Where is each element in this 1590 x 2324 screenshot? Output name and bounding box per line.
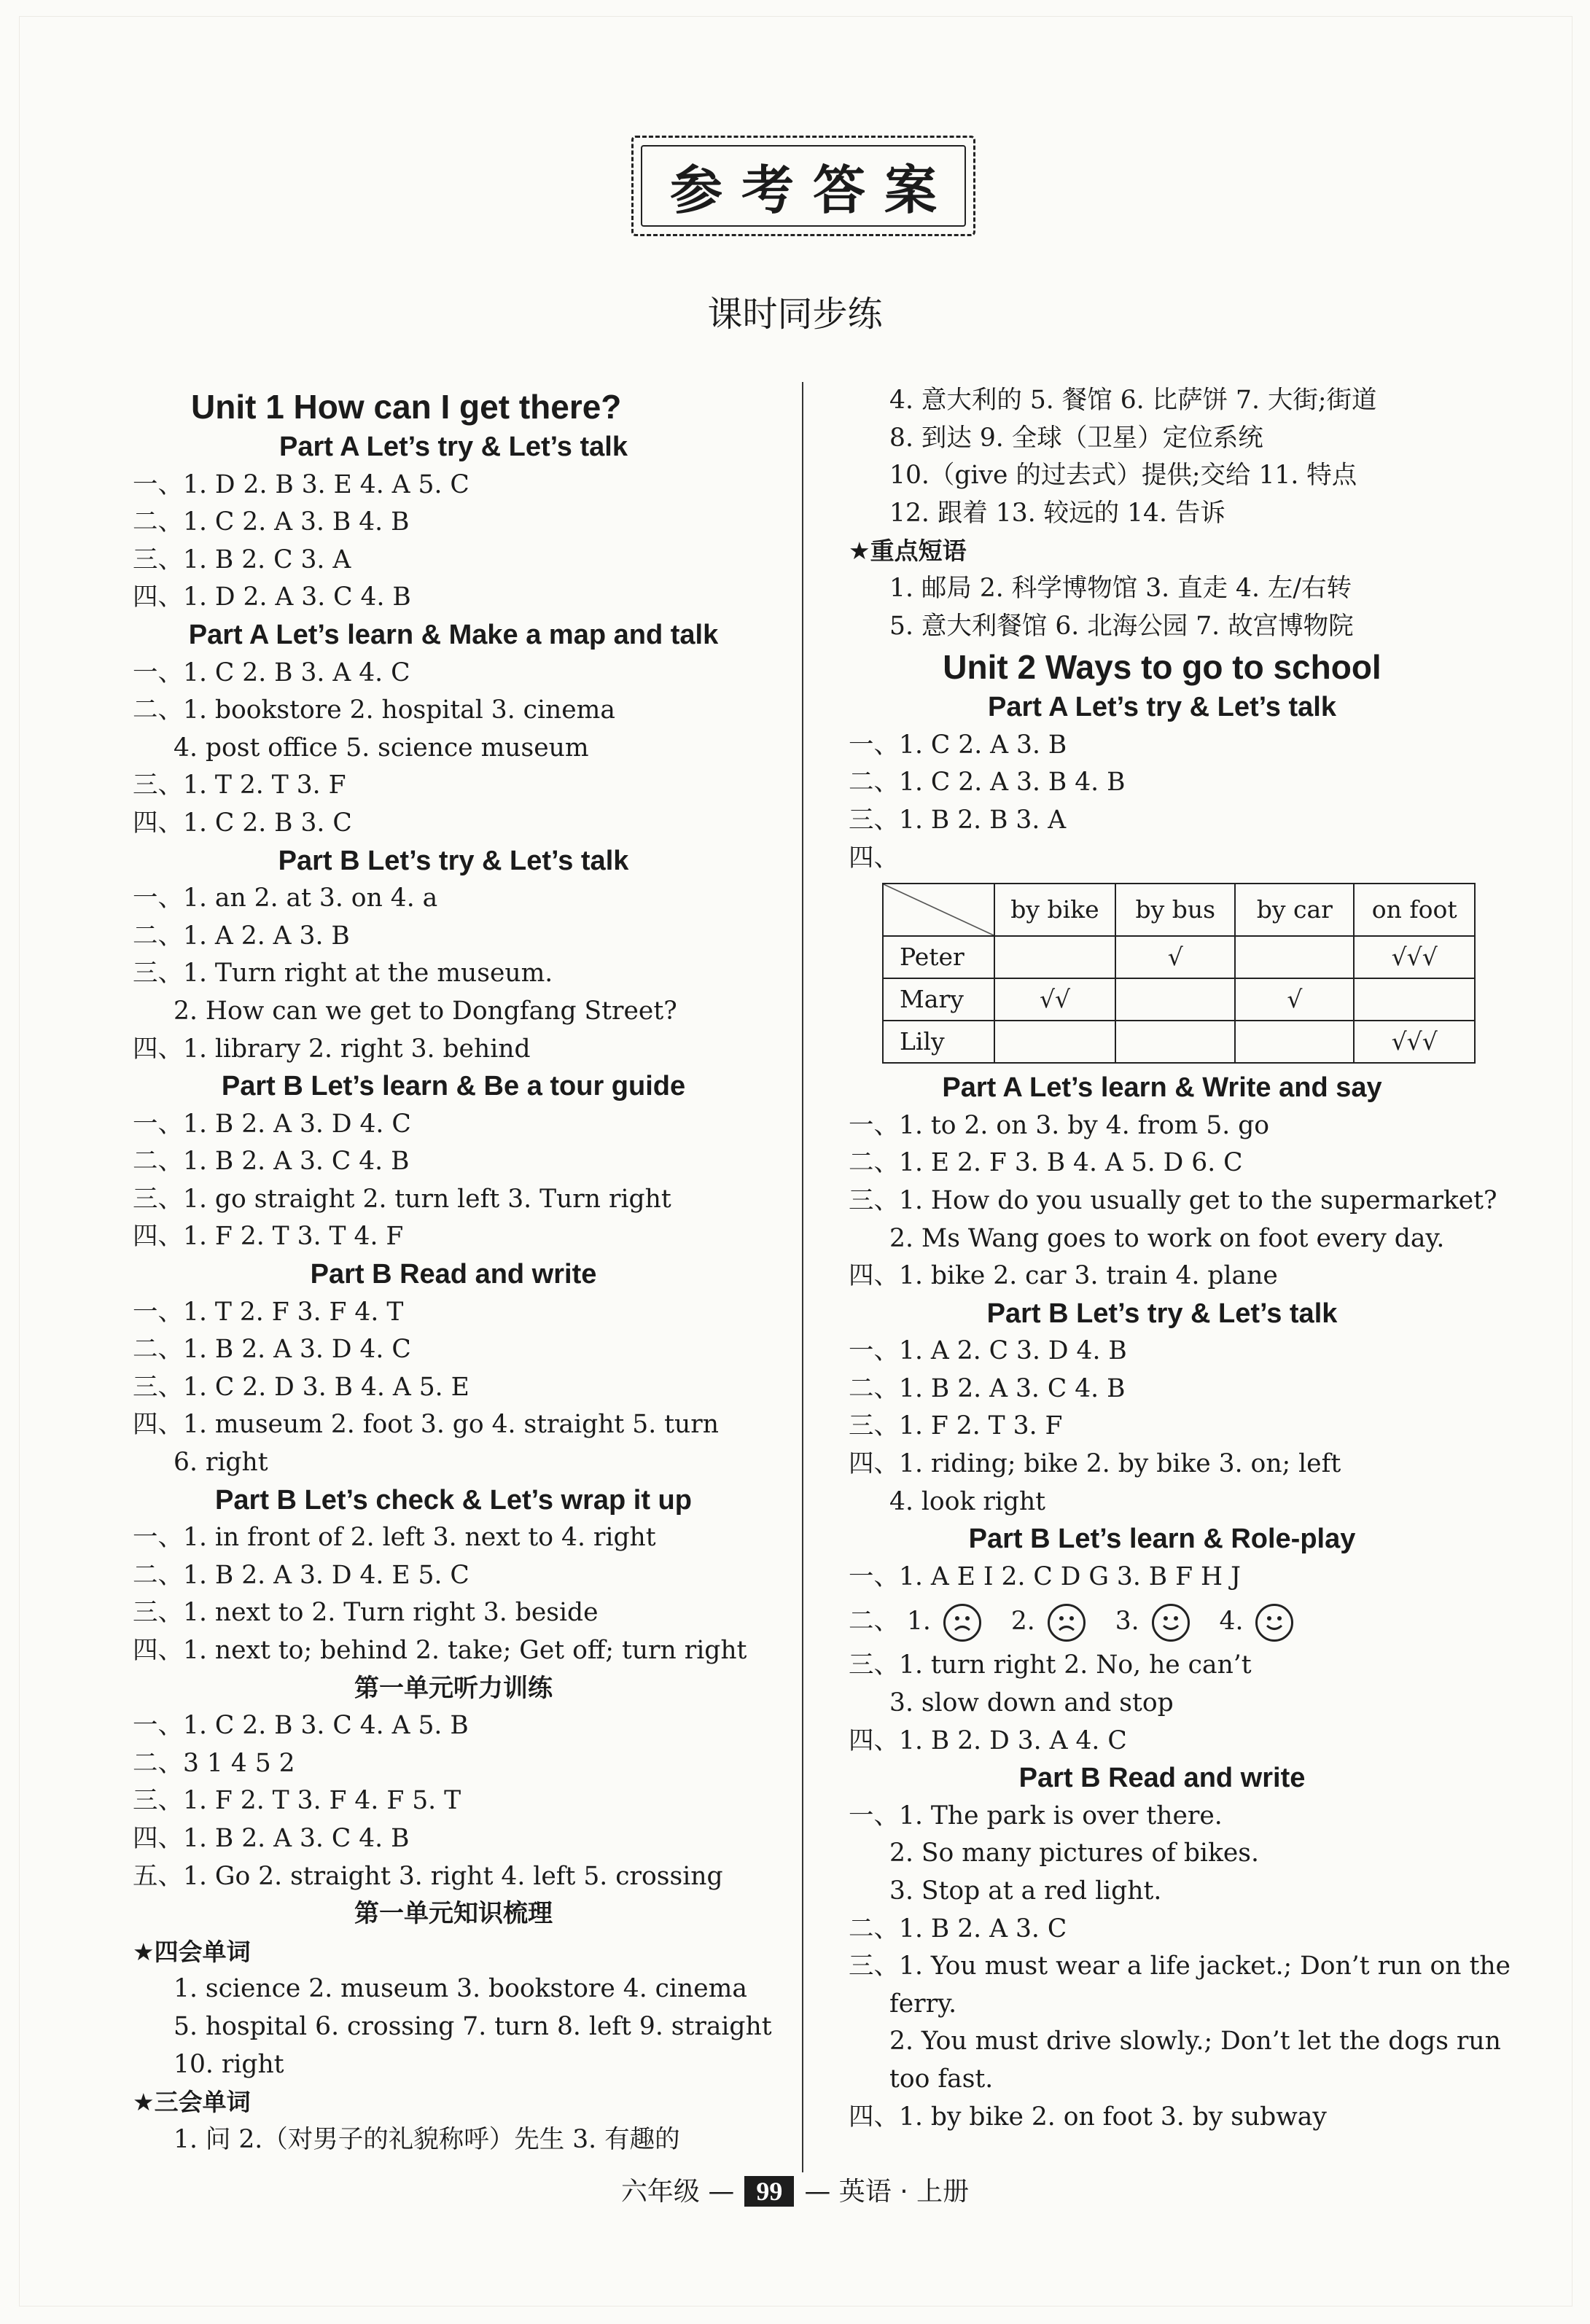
table-corner <box>883 884 994 936</box>
answer-line: 10.（give 的过去式）提供;交给 11. 特点 <box>889 461 1357 491</box>
part-heading: Part B Read and write <box>1018 1763 1306 1794</box>
answer-line: 五、1. Go 2. straight 3. right 4. left 5. crossing <box>133 1861 723 1891</box>
table-cell <box>1115 1021 1235 1063</box>
answer-line: 一、1. in front of 2. left 3. next to 4. right <box>133 1523 656 1553</box>
column-divider <box>802 382 803 2172</box>
answer-line: 一、1. A E I 2. C D G 3. B F H J <box>849 1561 1241 1591</box>
answer-line: 2. How can we get to Dongfang Street? <box>174 996 677 1026</box>
answer-line: 四、1. C 2. B 3. C <box>133 808 352 838</box>
answer-line: ferry. <box>889 1989 957 2019</box>
face-num: 2. <box>1010 1607 1035 1637</box>
answer-line: 一、1. T 2. F 3. F 4. T <box>133 1297 404 1327</box>
answer-line: 4. post office 5. science museum <box>174 733 589 763</box>
answer-line: 三、1. You must wear a life jacket.; Don’t run on the <box>849 1951 1511 1981</box>
unit-title: Unit 2 Ways to go to school <box>943 648 1381 687</box>
page-number: 99 <box>744 2176 794 2207</box>
answer-line: 三、1. F 2. T 3. F 4. F 5. T <box>133 1786 461 1816</box>
answer-line: 4. look right <box>889 1486 1046 1516</box>
table-cell: √√ <box>994 978 1115 1021</box>
answer-line: 四、1. F 2. T 3. T 4. F <box>133 1222 404 1252</box>
answer-line: 一、1. an 2. at 3. on 4. a <box>133 884 438 913</box>
answer-line: 四、1. B 2. A 3. C 4. B <box>133 1823 410 1853</box>
answer-line: 一、1. C 2. B 3. C 4. A 5. B <box>133 1711 469 1741</box>
section-heading: 第一单元知识梳理 <box>354 1899 553 1929</box>
footer-subject: 英语 · 上册 <box>838 2177 970 2207</box>
answer-line: 三、1. next to 2. Turn right 3. beside <box>133 1598 599 1628</box>
table-cell: √√√ <box>1354 936 1475 978</box>
answer-line: 四、1. D 2. A 3. C 4. B <box>133 582 411 612</box>
transport-table <box>882 883 1476 1064</box>
face-num: 3. <box>1115 1607 1139 1637</box>
answer-line: 四、1. riding; bike 2. by bike 3. on; left <box>849 1449 1341 1479</box>
vocab-heading: ★四会单词 <box>133 1937 251 1966</box>
answer-line: 2. So many pictures of bikes. <box>889 1838 1259 1868</box>
answer-line: 3. Stop at a red light. <box>889 1876 1162 1906</box>
answer-line: 8. 到达 9. 全球（卫星）定位系统 <box>889 423 1263 453</box>
footer-dash: — <box>804 2177 831 2207</box>
answer-line: 四、 <box>849 843 899 873</box>
vocab-heading: ★三会单词 <box>133 2088 251 2117</box>
table-cell: √ <box>1235 978 1354 1021</box>
part-heading: Part A Let’s learn & Make a map and talk <box>188 619 719 650</box>
left-column <box>133 385 774 2159</box>
table-cell <box>994 936 1115 978</box>
answer-line: 二、1. C 2. A 3. B 4. B <box>133 507 410 537</box>
answer-line: 二、1. B 2. A 3. D 4. E 5. C <box>133 1560 469 1590</box>
table-row-name: Mary <box>883 978 994 1021</box>
answer-line: 一、1. The park is over there. <box>849 1801 1223 1830</box>
page-footer <box>0 2171 1590 2208</box>
page-subtitle: 课时同步练 <box>707 294 883 335</box>
table-row-name: Peter <box>883 936 994 978</box>
part-heading: Part B Let’s try & Let’s talk <box>986 1298 1338 1329</box>
answer-line: 一、1. A 2. C 3. D 4. B <box>849 1336 1127 1366</box>
section-heading: 第一单元听力训练 <box>354 1673 553 1703</box>
answer-line: 一、1. D 2. B 3. E 4. A 5. C <box>133 469 469 499</box>
answer-line: 4. 意大利的 5. 餐馆 6. 比萨饼 7. 大街;街道 <box>889 386 1377 415</box>
answer-line: 三、1. Turn right at the museum. <box>133 959 553 989</box>
happy-face-icon <box>1255 1604 1293 1642</box>
answer-line: 5. 意大利餐馆 6. 北海公园 7. 故宫博物院 <box>889 611 1354 641</box>
answer-line: 1. 邮局 2. 科学博物馆 3. 直走 4. 左/右转 <box>889 573 1352 603</box>
answer-line: 1. science 2. museum 3. bookstore 4. cinema <box>174 1974 747 2004</box>
table-cell <box>1354 978 1475 1021</box>
table-cell: √ <box>1115 936 1235 978</box>
answer-line: 二、1. B 2. A 3. C 4. B <box>849 1373 1126 1403</box>
answer-line: 四、1. by bike 2. on foot 3. by subway <box>849 2102 1327 2132</box>
answer-line: 一、1. C 2. B 3. A 4. C <box>133 658 410 687</box>
answer-line: 三、1. F 2. T 3. F <box>849 1411 1063 1441</box>
sad-face-icon <box>1048 1604 1086 1642</box>
part-heading: Part B Let’s check & Let’s wrap it up <box>215 1484 692 1516</box>
vocab-heading: ★重点短语 <box>849 537 967 566</box>
part-heading: Part B Let’s learn & Role-play <box>968 1524 1356 1555</box>
face-num: 1. <box>906 1607 931 1637</box>
answer-line: 二、3 1 4 5 2 <box>133 1748 295 1778</box>
answer-line: 一、1. B 2. A 3. D 4. C <box>133 1109 411 1139</box>
answer-line: 三、1. C 2. D 3. B 4. A 5. E <box>133 1372 469 1402</box>
answer-line: 3. slow down and stop <box>889 1688 1174 1718</box>
answer-line: 四、1. library 2. right 3. behind <box>133 1034 531 1064</box>
faces-row <box>849 1596 1476 1647</box>
table-row <box>883 936 1475 978</box>
answer-line: 二、1. B 2. A 3. D 4. C <box>133 1335 411 1365</box>
answer-line: 6. right <box>174 1448 268 1478</box>
table-header: by bike <box>994 884 1115 936</box>
answer-line: 三、1. How do you usually get to the supermarket? <box>849 1185 1497 1215</box>
part-heading: Part B Let’s try & Let’s talk <box>278 845 629 876</box>
part-heading: Part A Let’s try & Let’s talk <box>279 432 628 462</box>
table-header-row <box>883 884 1475 936</box>
answer-line: 三、1. go straight 2. turn left 3. Turn right <box>133 1184 671 1214</box>
answer-line: 二、1. C 2. A 3. B 4. B <box>849 768 1126 798</box>
faces-prefix: 二、 <box>849 1607 899 1637</box>
table-header: by bus <box>1115 884 1235 936</box>
answer-line: 1. 问 2.（对男子的礼貌称呼）先生 3. 有趣的 <box>174 2124 680 2154</box>
title-box <box>631 136 975 236</box>
answer-line: 四、1. next to; behind 2. take; Get off; turn right <box>133 1636 747 1665</box>
answer-line: 三、1. T 2. T 3. F <box>133 771 346 800</box>
answer-line: 一、1. C 2. A 3. B <box>849 730 1067 760</box>
answer-line: too fast. <box>889 2064 994 2094</box>
answer-line: 10. right <box>174 2049 284 2079</box>
sad-face-icon <box>943 1604 981 1642</box>
part-heading: Part B Read and write <box>310 1259 597 1290</box>
answer-line: 四、1. bike 2. car 3. train 4. plane <box>849 1261 1278 1291</box>
answer-line: 二、1. B 2. A 3. C 4. B <box>133 1147 410 1177</box>
table-row <box>883 978 1475 1021</box>
table-cell <box>994 1021 1115 1063</box>
answer-line: 三、1. turn right 2. No, he can’t <box>849 1650 1252 1680</box>
table-cell <box>1235 1021 1354 1063</box>
right-column <box>849 382 1511 2136</box>
table-header: by car <box>1235 884 1354 936</box>
footer-dash: — <box>708 2177 735 2207</box>
page-title: 参考答案 <box>669 160 956 221</box>
table-cell: √√√ <box>1354 1021 1475 1063</box>
answer-line: 二、1. bookstore 2. hospital 3. cinema <box>133 695 615 725</box>
happy-face-icon <box>1152 1604 1190 1642</box>
answer-line: 三、1. B 2. C 3. A <box>133 545 351 574</box>
answer-line: 2. You must drive slowly.; Don’t let the dogs run <box>889 2027 1501 2056</box>
part-heading: Part A Let’s try & Let’s talk <box>988 692 1336 723</box>
answer-line: 四、1. museum 2. foot 3. go 4. straight 5. turn <box>133 1410 719 1440</box>
answer-line: 12. 跟着 13. 较远的 14. 告诉 <box>889 498 1225 528</box>
unit-title: Unit 1 How can I get there? <box>191 388 622 426</box>
table-cell <box>1115 978 1235 1021</box>
footer-grade: 六年级 <box>620 2177 700 2207</box>
answer-line: 5. hospital 6. crossing 7. turn 8. left 9. straight <box>174 2011 772 2041</box>
answer-line: 一、1. to 2. on 3. by 4. from 5. go <box>849 1110 1270 1140</box>
part-heading: Part B Let’s learn & Be a tour guide <box>221 1071 686 1102</box>
table-header: on foot <box>1354 884 1475 936</box>
answer-line: 四、1. B 2. D 3. A 4. C <box>849 1726 1127 1755</box>
table-row-name: Lily <box>883 1021 994 1063</box>
part-heading: Part A Let’s learn & Write and say <box>942 1072 1382 1104</box>
answer-line: 三、1. B 2. B 3. A <box>849 805 1067 835</box>
face-num: 4. <box>1219 1607 1244 1637</box>
answer-line: 二、1. E 2. F 3. B 4. A 5. D 6. C <box>849 1148 1243 1178</box>
table-cell <box>1235 936 1354 978</box>
answer-line: 2. Ms Wang goes to work on foot every day. <box>889 1223 1445 1253</box>
table-row <box>883 1021 1475 1063</box>
answer-line: 二、1. B 2. A 3. C <box>849 1914 1067 1943</box>
answer-line: 二、1. A 2. A 3. B <box>133 921 350 951</box>
